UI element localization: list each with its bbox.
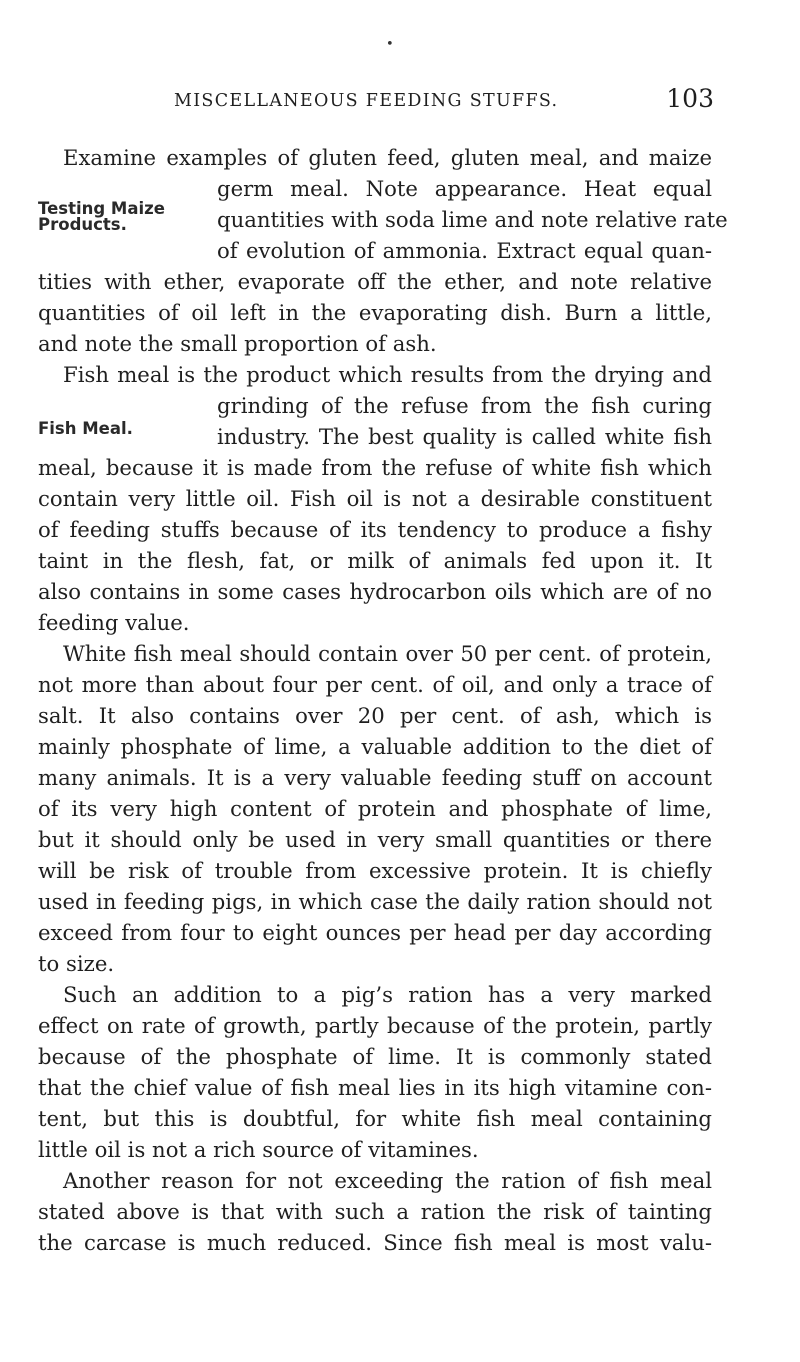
body-line: exceed from four to eight ounces per head per day according — [38, 920, 712, 945]
body-line: contain very little oil. Fish oil is not a desirable constituent — [38, 486, 712, 511]
sidenote-fish-meal: Fish Meal. — [38, 419, 133, 438]
sidenote-line: Products. — [38, 215, 127, 234]
body-line: but it should only be used in very small quantities or there — [38, 827, 712, 852]
body-line: meal, because it is made from the refuse of white fish which — [38, 455, 712, 480]
body-line: not more than about four per cent. of oil, and only a trace of — [38, 672, 712, 697]
body-line: to size. — [38, 951, 115, 976]
body-line: will be risk of trouble from excessive protein. It is chiefly — [38, 858, 712, 883]
body-line: of feeding stuffs because of its tendency to produce a fishy — [38, 517, 712, 542]
page-number: 103 — [666, 84, 714, 113]
body-line: quantities with soda lime and note relative rate — [217, 207, 728, 232]
body-line: feeding value. — [38, 610, 190, 635]
running-title: MISCELLANEOUS FEEDING STUFFS. — [174, 91, 559, 111]
sidenote-testing-maize — [38, 201, 165, 233]
body-line: of evolution of ammonia. Extract equal quan- — [217, 238, 712, 263]
body-line: tities with ether, evaporate off the ether, and note relative — [38, 269, 712, 294]
body-line: salt. It also contains over 20 per cent. of ash, which is — [38, 703, 712, 728]
body-line: White fish meal should contain over 50 per cent. of protein, — [63, 641, 712, 666]
body-line: quantities of oil left in the evaporating dish. Burn a little, — [38, 300, 712, 325]
body-line: also contains in some cases hydrocarbon oils which are of no — [38, 579, 712, 604]
body-line: effect on rate of growth, partly because of the protein, partly — [38, 1013, 712, 1038]
body-line: used in feeding pigs, in which case the daily ration should not — [38, 889, 712, 914]
body-line: industry. The best quality is called white fish — [217, 424, 712, 449]
body-line: little oil is not a rich source of vitamines. — [38, 1137, 479, 1162]
body-line: taint in the flesh, fat, or milk of animals fed upon it. It — [38, 548, 712, 573]
page-mark: • — [386, 37, 394, 52]
body-line: of its very high content of protein and phosphate of lime, — [38, 796, 712, 821]
body-line: Another reason for not exceeding the ration of fish meal — [63, 1168, 712, 1193]
body-line: tent, but this is doubtful, for white fish meal containing — [38, 1106, 712, 1131]
body-line: many animals. It is a very valuable feeding stuff on account — [38, 765, 712, 790]
body-line: Such an addition to a pig’s ration has a very marked — [63, 982, 712, 1007]
sidenote-line: Testing Maize — [38, 199, 165, 218]
body-line: and note the small proportion of ash. — [38, 331, 437, 356]
body-line: Fish meal is the product which results from the drying and — [63, 362, 712, 387]
body-line: that the chief value of fish meal lies in its high vitamine con- — [38, 1075, 712, 1100]
body-line: Examine examples of gluten feed, gluten meal, and maize — [63, 145, 712, 170]
body-line: stated above is that with such a ration the risk of tainting — [38, 1199, 712, 1224]
body-line: germ meal. Note appearance. Heat equal — [217, 176, 712, 201]
body-line: the carcase is much reduced. Since fish meal is most valu- — [38, 1230, 712, 1255]
body-line: because of the phosphate of lime. It is commonly stated — [38, 1044, 712, 1069]
body-line: grinding of the refuse from the fish curing — [217, 393, 712, 418]
body-line: mainly phosphate of lime, a valuable addition to the diet of — [38, 734, 712, 759]
